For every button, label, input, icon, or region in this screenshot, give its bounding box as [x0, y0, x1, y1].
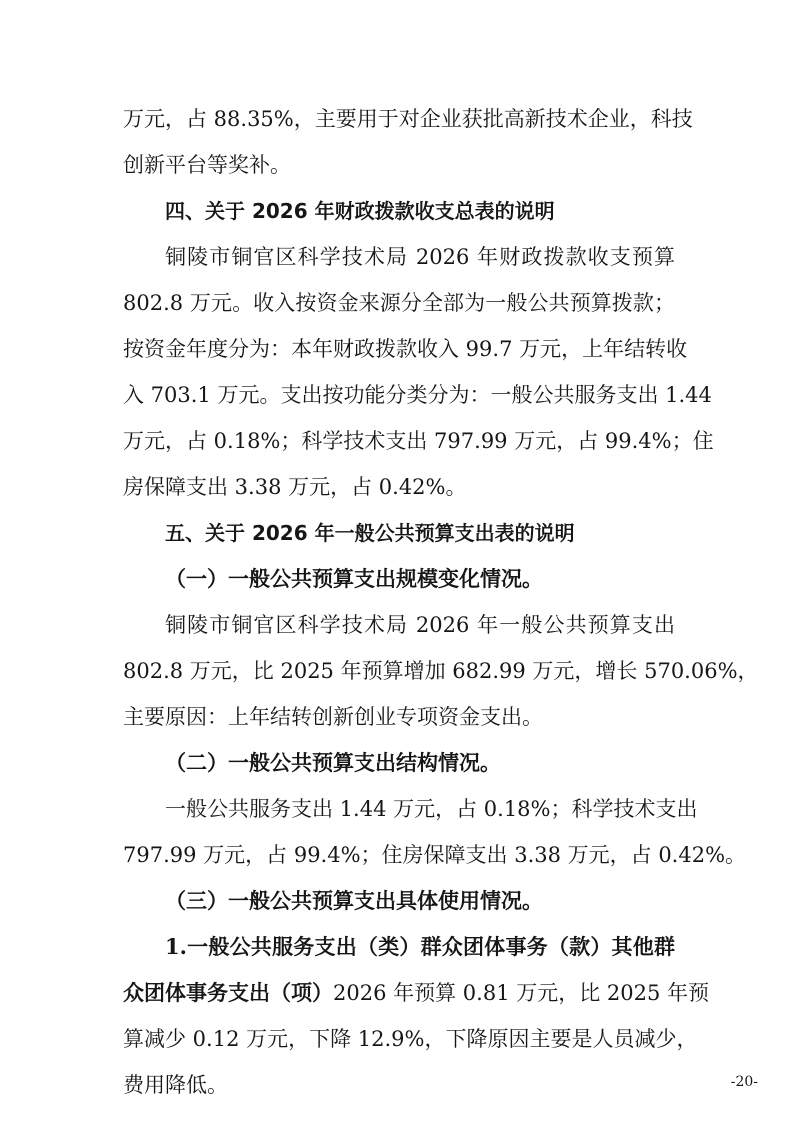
body-text-line: 802.8 万元，比 2025 年预算增加 682.99 万元，增长 570.06%， — [123, 659, 759, 683]
body-text-line: 797.99 万元，占 99.4%；住房保障支出 3.38 万元，占 0.42%。 — [123, 843, 747, 867]
body-text-line: 创新平台等奖补。 — [123, 153, 291, 177]
body-text-line: 算减少 0.12 万元，下降 12.9%，下降原因主要是人员减少， — [123, 1027, 698, 1051]
subsection-heading-1: （一）一般公共预算支出规模变化情况。 — [165, 566, 543, 591]
body-text-line: 802.8 万元。收入按资金来源分全部为一般公共预算拨款； — [123, 291, 675, 315]
body-text-line: 万元，占 0.18%；科学技术支出 797.99 万元，占 99.4%；住 — [123, 429, 714, 453]
body-text-line: 主要原因：上年结转创新创业专项资金支出。 — [123, 705, 543, 729]
subsection-heading-3: （三）一般公共预算支出具体使用情况。 — [165, 888, 543, 913]
document-body — [123, 96, 759, 1108]
subsection-heading-2: （二）一般公共预算支出结构情况。 — [165, 750, 501, 775]
item-heading-tail: 众团体事务支出（项） — [123, 980, 333, 1005]
body-text-line: 入 703.1 万元。支出按功能分类分为：一般公共服务支出 1.44 — [123, 383, 712, 407]
body-text-inline: 2026 年预算 0.81 万元，比 2025 年预 — [333, 981, 710, 1005]
item-heading-continued-line — [123, 970, 710, 1016]
body-text-line: 铜陵市铜官区科学技术局 2026 年财政拨款收支预算 — [165, 245, 675, 269]
body-text-line: 一般公共服务支出 1.44 万元，占 0.18%；科学技术支出 — [165, 797, 698, 821]
body-text-line: 房保障支出 3.38 万元，占 0.42%。 — [123, 475, 467, 499]
body-text-line: 费用降低。 — [123, 1073, 228, 1097]
page-number: -20- — [730, 1074, 758, 1090]
section-heading-5: 五、关于 2026 年一般公共预算支出表的说明 — [165, 521, 575, 545]
body-text-line: 按资金年度分为：本年财政拨款收入 99.7 万元，上年结转收 — [123, 337, 688, 361]
section-heading-4: 四、关于 2026 年财政拨款收支总表的说明 — [165, 199, 555, 223]
item-heading-line: 1.一般公共服务支出（类）群众团体事务（款）其他群 — [165, 934, 675, 959]
body-text-line: 万元，占 88.35%，主要用于对企业获批高新技术企业，科技 — [123, 107, 693, 131]
body-text-line: 铜陵市铜官区科学技术局 2026 年一般公共预算支出 — [165, 613, 675, 637]
